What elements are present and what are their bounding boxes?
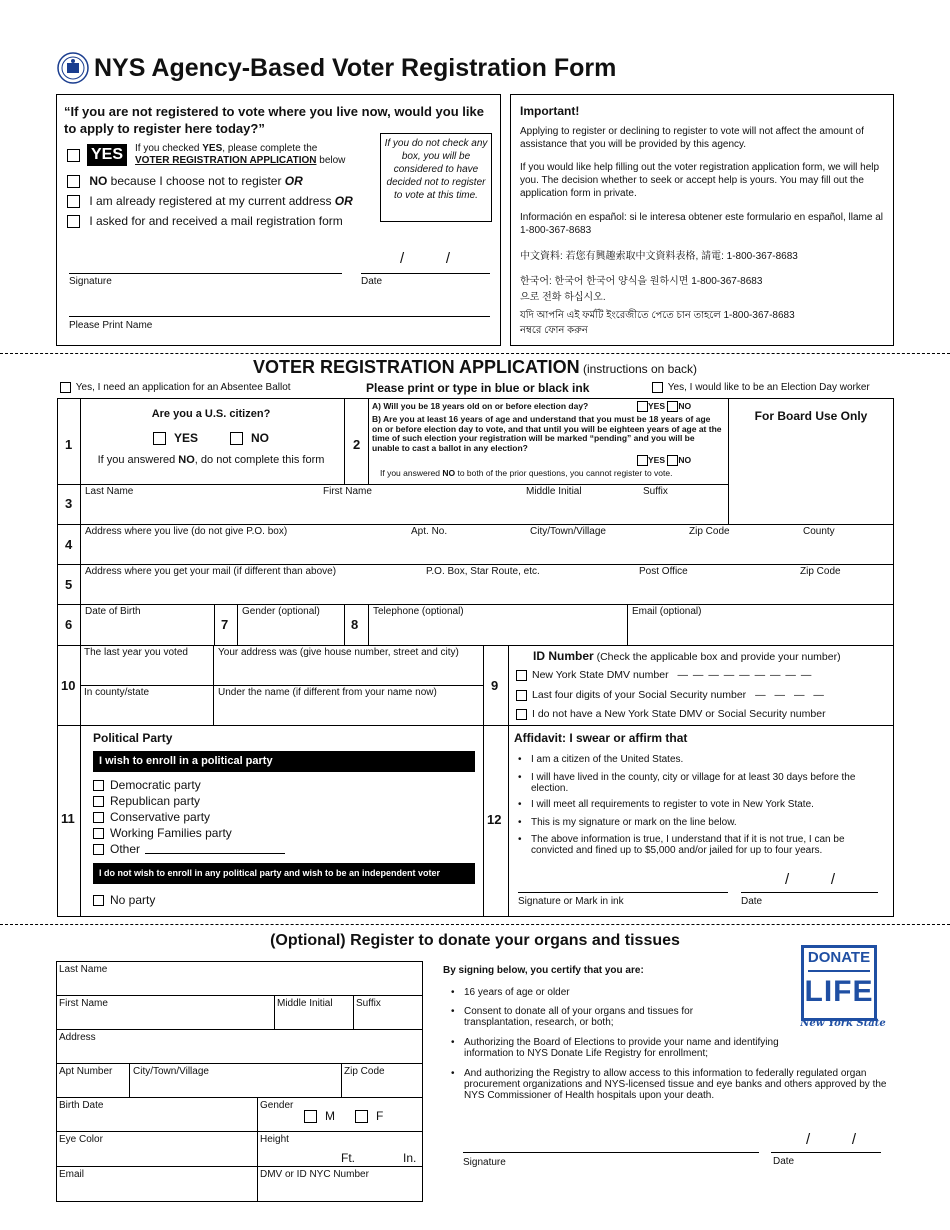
page-title: NYS Agency-Based Voter Registration Form (94, 54, 617, 82)
organ-city-label: City/Town/Village (133, 1066, 209, 1077)
gender-f-checkbox[interactable] (355, 1110, 368, 1123)
organ-date-slashes: / / (806, 1131, 857, 1148)
citizen-yes[interactable]: YES (153, 431, 198, 445)
organ-address-label: Address (59, 1032, 96, 1043)
po-box-label: P.O. Box, Star Route, etc. (426, 566, 540, 577)
organ-zip-label: Zip Code (344, 1066, 385, 1077)
city-town-label: City/Town/Village (530, 526, 606, 537)
id-ssn-row[interactable]: Last four digits of your Social Security number — — — — (516, 689, 827, 701)
affidavit-item: • I will meet all requirements to register to vote in New York State. (531, 799, 881, 810)
no-checkbox[interactable] (67, 175, 80, 188)
election-worker-row[interactable]: Yes, I would like to be an Election Day worker (652, 382, 870, 393)
affidavit-item: • The above information is true, I understand that if it is not true, I can be convicted and fined up to $5,000 and/or jailed for up to four years. (531, 834, 886, 856)
yes-checkbox[interactable] (67, 149, 80, 162)
yes-badge: YES (87, 144, 127, 166)
row-10-number: 10 (61, 678, 76, 693)
organ-last-name-label: Last Name (59, 964, 108, 975)
party-republican-checkbox[interactable] (93, 796, 104, 807)
row-1-number: 1 (65, 437, 73, 452)
row-2-number: 2 (353, 437, 361, 452)
intro-question: “If you are not registered to vote where you live now, would you like to apply to register here today?” (64, 104, 484, 136)
row-4-number: 4 (65, 537, 73, 552)
address-mail-label: Address where you get your mail (if different than above) (85, 566, 337, 577)
organ-email-label: Email (59, 1169, 85, 1180)
party-other-checkbox[interactable] (93, 844, 104, 855)
dob-label: Date of Birth (85, 606, 141, 617)
already-registered-checkbox[interactable] (67, 195, 80, 208)
mail-zip-label: Zip Code (800, 566, 841, 577)
signature-mark-label: Signature or Mark in ink (518, 896, 624, 907)
election-worker-checkbox[interactable] (652, 382, 663, 393)
gender-m-checkbox[interactable] (304, 1110, 317, 1123)
id-dmv-checkbox[interactable] (516, 670, 527, 681)
county-label: County (803, 526, 835, 537)
organ-bullet: • 16 years of age or older (464, 987, 784, 998)
donate-life-logo: DONATE LIFE New York State (798, 942, 888, 1034)
row-7-number: 7 (221, 617, 229, 632)
age-a-no-checkbox[interactable] (667, 401, 678, 412)
organ-dmv-label: DMV or ID NYC Number (260, 1169, 369, 1180)
spanish-info: Información en español: si le interesa obtener este formulario en español, llame al 1-800-367-8683 (520, 212, 883, 236)
middle-initial-label: Middle Initial (526, 486, 582, 497)
affidavit-item: • I am a citizen of the United States. (531, 754, 881, 765)
age-b-no-checkbox[interactable] (667, 455, 678, 466)
organ-date-label: Date (773, 1156, 795, 1167)
row-3-number: 3 (65, 496, 73, 511)
id-number-title: ID Number (Check the applicable box and provide your number) (533, 649, 841, 663)
age-question-a: A) Will you be 18 years old on or before election day? (372, 401, 589, 411)
yes-instructions: If you checked YES, please complete the VOTER REGISTRATION APPLICATION below (135, 143, 346, 166)
organ-bullet: • And authorizing the Registry to allow access to this information to federally regulated organ procurement organizations and NYS-licensed tissue and eye banks and others approved by the NYS Commissioner of Health hospitals upon your death. (464, 1068, 894, 1101)
affidavit-item: • I will have lived in the county, city or village for at least 30 days before the election. (531, 772, 881, 794)
previous-name-label: Under the name (if different from your name now) (218, 687, 437, 698)
board-use-only: For Board Use Only (754, 409, 868, 423)
organ-apt-label: Apt Number (59, 1066, 113, 1077)
citizen-question: Are you a U.S. citizen? (151, 408, 271, 420)
intro-signature-label: Signature (69, 276, 112, 287)
yes-row[interactable] (67, 143, 377, 169)
affidavit-date-slashes: / / (785, 871, 836, 888)
age-question-b: B) Are you at least 16 years of age and understand that you must be 18 years of age on or before election day to vote, and that until you will be eighteen years of age at the time of such election your registration will be marked “pending” and you will be unable to cast a ballot in any election? (372, 414, 722, 453)
bengali-info-2: নম্বরে ফোন করুন (520, 325, 588, 336)
korean-info-2: 으로 전화 하십시오. (520, 292, 606, 303)
address-live-label: Address where you live (do not give P.O. box) (85, 526, 288, 537)
id-dmv-row[interactable]: New York State DMV number — — — — — — — — — (516, 669, 812, 681)
first-name-label: First Name (323, 486, 372, 497)
important-p1: Applying to register or declining to register to vote will not affect the amount of assistance that you will be provided by this agency. (520, 126, 864, 150)
id-none-checkbox[interactable] (516, 709, 527, 720)
affidavit-date-label: Date (741, 896, 763, 907)
party-enroll-banner: I wish to enroll in a political party (93, 751, 475, 772)
affidavit-title: Affidavit: I swear or affirm that (514, 731, 688, 745)
citizen-note: If you answered NO, do not complete this form (97, 454, 325, 466)
independent-banner: I do not wish to enroll in any political party and wish to be an independent voter (93, 863, 475, 884)
organ-gender-label: Gender (260, 1100, 294, 1111)
mail-form-row[interactable]: I asked for and received a mail registration form (67, 214, 343, 228)
email-label: Email (optional) (632, 606, 702, 617)
application-title: VOTER REGISTRATION APPLICATION (instructions on back) (252, 357, 698, 377)
county-state-label: In county/state (84, 687, 150, 698)
organ-birth-date-label: Birth Date (59, 1100, 104, 1111)
no-check-note-text: If you do not check any box, you will be considered to have decided not to register to vote at this time. (384, 138, 488, 201)
organ-bullet: • Consent to donate all of your organs and tissues for transplantation, research, or both; (464, 1006, 764, 1028)
party-title: Political Party (93, 731, 173, 745)
suffix-label: Suffix (643, 486, 668, 497)
important-p2: If you would like help filling out the voter registration application form, we will help you. The decision whether to seek or accept help is yours. You may fill out the application form in private. (520, 162, 880, 199)
organ-certify: By signing below, you certify that you are: (443, 965, 644, 976)
row-6-number: 6 (65, 617, 73, 632)
party-democratic-checkbox[interactable] (93, 780, 104, 791)
post-office-label: Post Office (639, 566, 688, 577)
nys-seal-icon (57, 52, 89, 84)
bengali-info-1: যদি আপনি এই ফর্মটি ইংরেজীতে পেতে চান তাহলে 1-800-367-8683 (520, 310, 795, 321)
absentee-row[interactable]: Yes, I need an application for an Absentee Ballot (60, 382, 291, 393)
organ-in-label: In. (403, 1151, 417, 1165)
last-year-voted-label: The last year you voted (84, 647, 188, 658)
row-11-number: 11 (61, 811, 75, 826)
age-b-yes-checkbox[interactable] (637, 455, 648, 466)
absentee-checkbox[interactable] (60, 382, 71, 393)
row-8-number: 8 (351, 617, 359, 632)
apt-no-label: Apt. No. (411, 526, 448, 537)
age-note: If you answered NO to both of the prior questions, you cannot register to vote. (380, 468, 673, 478)
organ-gender-f[interactable]: F (355, 1109, 383, 1123)
age-b-yes[interactable]: YES NO (637, 455, 691, 466)
age-a-yes[interactable]: YES NO (637, 401, 691, 412)
intro-date-slashes: / / (400, 250, 451, 267)
gender-label: Gender (optional) (242, 606, 320, 617)
zip-code-label: Zip Code (689, 526, 730, 537)
last-name-label: Last Name (85, 486, 134, 497)
citizen-no-checkbox[interactable] (230, 432, 243, 445)
organ-title: (Optional) Register to donate your organs and tissues (270, 932, 680, 949)
no-party-checkbox[interactable] (93, 895, 104, 906)
no-row[interactable]: NO because I choose not to register OR (67, 174, 303, 188)
chinese-info: 中文資料: 若您有興趣索取中文資料表格, 請電: 1-800-367-8683 (520, 251, 798, 262)
no-party[interactable]: No party (93, 893, 155, 907)
row-9-number: 9 (491, 678, 499, 693)
citizen-no[interactable]: NO (230, 431, 269, 445)
print-name-label: Please Print Name (69, 320, 153, 331)
organ-bullet: • Authorizing the Board of Elections to provide your name and identifying information to NYS Donate Life Registry for enrollment; (464, 1037, 809, 1059)
organ-ft-label: Ft. (341, 1151, 355, 1165)
party-other[interactable]: Other (93, 842, 140, 856)
citizen-yes-checkbox[interactable] (153, 432, 166, 445)
organ-middle-initial-label: Middle Initial (277, 998, 333, 1009)
party-conservative-checkbox[interactable] (93, 812, 104, 823)
id-ssn-checkbox[interactable] (516, 690, 527, 701)
row-5-number: 5 (65, 577, 73, 592)
korean-info-1: 한국어: 한국어 한국어 양식을 원하시면 1-800-367-8683 (520, 276, 763, 287)
ink-note: Please print or type in blue or black ink (366, 381, 590, 395)
party-conservative[interactable]: Conservative party (93, 810, 210, 824)
row-12-number: 12 (487, 812, 502, 827)
previous-address-label: Your address was (give house number, street and city) (218, 647, 459, 658)
party-working-families-checkbox[interactable] (93, 828, 104, 839)
important-title: Important! (520, 104, 580, 118)
intro-date-label: Date (361, 276, 383, 287)
organ-suffix-label: Suffix (356, 998, 381, 1009)
organ-height-label: Height (260, 1134, 289, 1145)
mail-form-checkbox[interactable] (67, 215, 80, 228)
organ-signature-label: Signature (463, 1157, 506, 1168)
age-a-yes-checkbox[interactable] (637, 401, 648, 412)
organ-gender-m[interactable]: M (304, 1109, 335, 1123)
party-republican[interactable]: Republican party (93, 794, 200, 808)
organ-first-name-label: First Name (59, 998, 108, 1009)
organ-eye-color-label: Eye Color (59, 1134, 103, 1145)
already-registered-row[interactable]: I am already registered at my current address OR (67, 194, 353, 208)
party-democratic[interactable]: Democratic party (93, 778, 201, 792)
id-none-row[interactable]: I do not have a New York State DMV or Social Security number (516, 708, 826, 720)
party-working-families[interactable]: Working Families party (93, 826, 232, 840)
affidavit-item: • This is my signature or mark on the line below. (531, 817, 881, 828)
telephone-label: Telephone (optional) (373, 606, 464, 617)
